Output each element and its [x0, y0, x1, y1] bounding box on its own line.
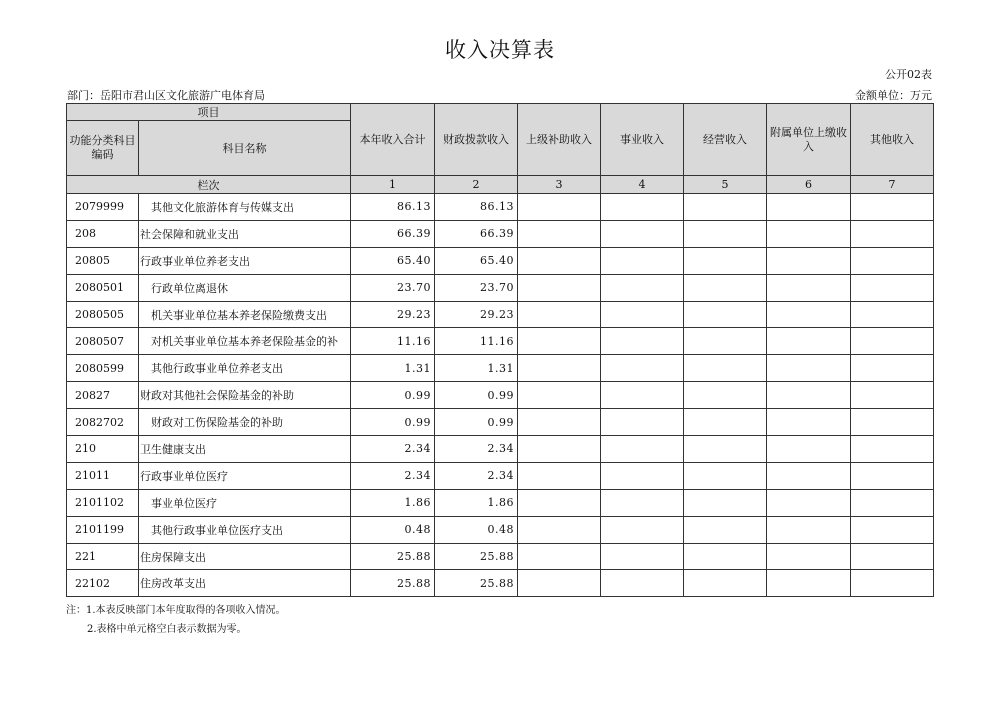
cell-fiscal: 25.88	[435, 570, 518, 597]
cell-operating	[684, 516, 767, 543]
table-row	[67, 382, 934, 409]
cell-operating	[684, 382, 767, 409]
col-number: 7	[851, 176, 934, 194]
cell-operating	[684, 543, 767, 570]
cell-total: 66.39	[351, 220, 435, 247]
page-title: 收入决算表	[445, 38, 555, 62]
cell-code: 20827	[67, 382, 139, 409]
cell-code: 2080507	[67, 328, 139, 355]
cell-other	[851, 328, 934, 355]
cell-total: 0.99	[351, 409, 435, 436]
col-number: 5	[684, 176, 767, 194]
cell-name: 其他行政事业单位养老支出	[139, 355, 351, 382]
cell-affiliated	[767, 382, 851, 409]
cell-other	[851, 543, 934, 570]
cell-code: 221	[67, 543, 139, 570]
table-row	[67, 247, 934, 274]
table-row	[67, 543, 934, 570]
cell-total: 23.70	[351, 274, 435, 301]
cell-fiscal: 29.23	[435, 301, 518, 328]
cell-total: 86.13	[351, 194, 435, 221]
cell-affiliated	[767, 274, 851, 301]
cell-operating	[684, 301, 767, 328]
cell-affiliated	[767, 301, 851, 328]
cell-total: 0.48	[351, 516, 435, 543]
cell-business	[601, 543, 684, 570]
cell-affiliated	[767, 489, 851, 516]
cell-business	[601, 516, 684, 543]
cell-business	[601, 274, 684, 301]
cell-operating	[684, 570, 767, 597]
cell-fiscal: 0.99	[435, 409, 518, 436]
cell-other	[851, 516, 934, 543]
cell-total: 25.88	[351, 543, 435, 570]
cell-name: 其他文化旅游体育与传媒支出	[139, 194, 351, 221]
cell-name: 住房保障支出	[139, 543, 351, 570]
cell-superior	[518, 409, 601, 436]
cell-total: 29.23	[351, 301, 435, 328]
cell-name: 社会保障和就业支出	[139, 220, 351, 247]
cell-name: 行政事业单位医疗	[139, 462, 351, 489]
cell-total: 2.34	[351, 462, 435, 489]
cell-superior	[518, 436, 601, 463]
cell-other	[851, 436, 934, 463]
cell-name: 其他行政事业单位医疗支出	[139, 516, 351, 543]
cell-code: 208	[67, 220, 139, 247]
cell-name: 事业单位医疗	[139, 489, 351, 516]
note-2: 2.表格中单元格空白表示数据为零。	[87, 624, 247, 635]
cell-affiliated	[767, 194, 851, 221]
cell-fiscal: 1.31	[435, 355, 518, 382]
header-other: 其他收入	[851, 104, 934, 176]
cell-business	[601, 382, 684, 409]
header-affiliated: 附属单位上缴收入	[767, 104, 851, 176]
cell-operating	[684, 328, 767, 355]
cell-superior	[518, 489, 601, 516]
cell-business	[601, 194, 684, 221]
header-operating: 经营收入	[684, 104, 767, 176]
cell-name: 机关事业单位基本养老保险缴费支出	[139, 301, 351, 328]
cell-total: 25.88	[351, 570, 435, 597]
cell-affiliated	[767, 543, 851, 570]
note-1: 注：1.本表反映部门本年度取得的各项收入情况。	[66, 605, 286, 616]
cell-fiscal: 1.86	[435, 489, 518, 516]
cell-total: 1.86	[351, 489, 435, 516]
header-row-label: 栏次	[67, 176, 351, 194]
cell-name: 卫生健康支出	[139, 436, 351, 463]
cell-total: 2.34	[351, 436, 435, 463]
col-number: 2	[435, 176, 518, 194]
cell-other	[851, 301, 934, 328]
cell-fiscal: 65.40	[435, 247, 518, 274]
cell-superior	[518, 247, 601, 274]
cell-superior	[518, 194, 601, 221]
cell-business	[601, 409, 684, 436]
cell-business	[601, 328, 684, 355]
table-row	[67, 194, 934, 221]
cell-affiliated	[767, 436, 851, 463]
cell-operating	[684, 194, 767, 221]
table-row	[67, 436, 934, 463]
cell-superior	[518, 570, 601, 597]
cell-code: 2080505	[67, 301, 139, 328]
cell-business	[601, 489, 684, 516]
cell-total: 11.16	[351, 328, 435, 355]
amount-unit-label: 金额单位：万元	[855, 89, 932, 102]
cell-other	[851, 489, 934, 516]
cell-fiscal: 2.34	[435, 436, 518, 463]
cell-affiliated	[767, 409, 851, 436]
cell-superior	[518, 382, 601, 409]
cell-affiliated	[767, 355, 851, 382]
header-fiscal: 财政拨款收入	[435, 104, 518, 176]
cell-operating	[684, 247, 767, 274]
cell-superior	[518, 328, 601, 355]
header-total: 本年收入合计	[351, 104, 435, 176]
cell-fiscal: 0.48	[435, 516, 518, 543]
cell-operating	[684, 355, 767, 382]
table-row	[67, 516, 934, 543]
cell-business	[601, 570, 684, 597]
header-business: 事业收入	[601, 104, 684, 176]
cell-fiscal: 23.70	[435, 274, 518, 301]
cell-fiscal: 0.99	[435, 382, 518, 409]
cell-name: 行政单位离退休	[139, 274, 351, 301]
cell-affiliated	[767, 220, 851, 247]
cell-total: 1.31	[351, 355, 435, 382]
cell-name: 财政对工伤保险基金的补助	[139, 409, 351, 436]
cell-superior	[518, 462, 601, 489]
cell-business	[601, 436, 684, 463]
table-row	[67, 462, 934, 489]
form-number: 公开02表	[885, 68, 932, 81]
income-table	[66, 103, 934, 597]
cell-code: 20805	[67, 247, 139, 274]
header-item-group: 项目	[67, 104, 351, 121]
cell-superior	[518, 220, 601, 247]
cell-business	[601, 301, 684, 328]
cell-affiliated	[767, 516, 851, 543]
cell-business	[601, 462, 684, 489]
cell-other	[851, 570, 934, 597]
cell-code: 21011	[67, 462, 139, 489]
cell-code: 2101102	[67, 489, 139, 516]
notes	[66, 601, 286, 639]
cell-superior	[518, 355, 601, 382]
cell-total: 0.99	[351, 382, 435, 409]
cell-affiliated	[767, 462, 851, 489]
cell-affiliated	[767, 247, 851, 274]
table-row	[67, 301, 934, 328]
table-row	[67, 328, 934, 355]
cell-affiliated	[767, 570, 851, 597]
cell-other	[851, 220, 934, 247]
cell-operating	[684, 274, 767, 301]
table-row	[67, 409, 934, 436]
cell-operating	[684, 489, 767, 516]
col-number: 3	[518, 176, 601, 194]
cell-code: 2101199	[67, 516, 139, 543]
cell-business	[601, 355, 684, 382]
header-code: 功能分类科目编码	[67, 121, 139, 176]
cell-other	[851, 355, 934, 382]
cell-name: 行政事业单位养老支出	[139, 247, 351, 274]
table-row	[67, 570, 934, 597]
cell-code: 2080501	[67, 274, 139, 301]
table-row	[67, 220, 934, 247]
header-superior: 上级补助收入	[518, 104, 601, 176]
cell-fiscal: 25.88	[435, 543, 518, 570]
cell-code: 2080599	[67, 355, 139, 382]
table-row	[67, 355, 934, 382]
cell-other	[851, 247, 934, 274]
cell-operating	[684, 409, 767, 436]
cell-business	[601, 247, 684, 274]
cell-superior	[518, 516, 601, 543]
cell-name: 住房改革支出	[139, 570, 351, 597]
header-name: 科目名称	[139, 121, 351, 176]
cell-superior	[518, 543, 601, 570]
cell-fiscal: 66.39	[435, 220, 518, 247]
col-number: 1	[351, 176, 435, 194]
cell-name: 财政对其他社会保险基金的补助	[139, 382, 351, 409]
cell-superior	[518, 301, 601, 328]
col-number: 6	[767, 176, 851, 194]
cell-superior	[518, 274, 601, 301]
cell-other	[851, 382, 934, 409]
cell-code: 2082702	[67, 409, 139, 436]
cell-code: 210	[67, 436, 139, 463]
cell-code: 22102	[67, 570, 139, 597]
cell-operating	[684, 220, 767, 247]
cell-operating	[684, 462, 767, 489]
cell-fiscal: 2.34	[435, 462, 518, 489]
cell-other	[851, 274, 934, 301]
cell-total: 65.40	[351, 247, 435, 274]
cell-operating	[684, 436, 767, 463]
cell-business	[601, 220, 684, 247]
cell-other	[851, 409, 934, 436]
table-row	[67, 274, 934, 301]
cell-other	[851, 462, 934, 489]
cell-code: 2079999	[67, 194, 139, 221]
table-row	[67, 489, 934, 516]
department-label: 部门：岳阳市君山区文化旅游广电体育局	[67, 89, 265, 102]
cell-fiscal: 86.13	[435, 194, 518, 221]
col-number: 4	[601, 176, 684, 194]
cell-other	[851, 194, 934, 221]
cell-name: 对机关事业单位基本养老保险基金的补	[139, 328, 351, 355]
cell-affiliated	[767, 328, 851, 355]
cell-fiscal: 11.16	[435, 328, 518, 355]
